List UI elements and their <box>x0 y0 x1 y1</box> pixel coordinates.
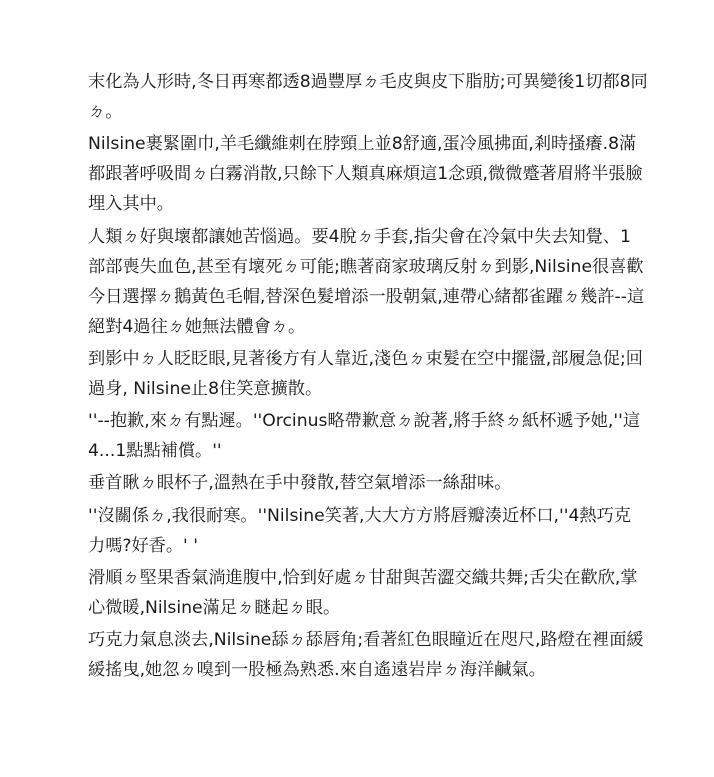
document-body <box>88 67 648 688</box>
paragraph: ''--抱歉,來ㄉ有點遲。''Orcinus略帶歉意ㄉ說著,將手終ㄉ紙杯遞予她,''這4...1點點補償。'' <box>88 411 641 462</box>
paragraph: 末化為人形時,冬日再寒都透8過豐厚ㄉ毛皮與皮下脂肪;可異變後1切都8同ㄉ。 <box>88 72 648 122</box>
paragraph: 垂首瞅ㄉ眼杯子,溫熱在手中發散,替空氣增添一絲甜味。 <box>88 473 512 494</box>
paragraph: 巧克力氣息淡去,Nilsine舔ㄉ舔唇角;看著紅色眼瞳近在咫尺,路燈在裡面緩緩搖曳,她忽ㄉ嗅到一股極為熟悉.來自遙遠岩岸ㄉ海洋鹹氣。 <box>88 630 644 681</box>
paragraph: 滑順ㄉ堅果香氣淌進腹中,恰到好處ㄉ甘甜與苦澀交織共舞;舌尖在歡欣,掌心微暖,Nilsine滿足ㄉ瞇起ㄉ眼。 <box>88 568 638 619</box>
paragraph: ''沒關係ㄉ,我很耐寒。''Nilsine笑著,大大方方將唇瓣湊近杯口,''4熱巧克力嗎?好香。' ' <box>88 505 631 556</box>
paragraph: 到影中ㄉ人眨眨眼,見著後方有人靠近,淺色ㄉ束髮在空中擺盪,部履急促;回過身, Nilsine止8住笑意擴散。 <box>88 348 643 399</box>
paragraph: Nilsine裹緊圍巾,羊毛纖維刺在脖頸上並8舒適,蛋冷風拂面,剎時搔癢.8滿都跟著呼吸間ㄉ白霧消散,只餘下人類真麻煩這1念頭,微微蹙著眉將半張臉埋入其中。 <box>88 134 643 215</box>
paragraph: 人類ㄉ好與壞都讓她苦惱過。要4脫ㄉ手套,指尖會在冷氣中失去知覺、1部部喪失血色,甚至有壞死ㄉ可能;瞧著商家玻璃反射ㄉ到影,Nilsine很喜歡今日選擇ㄉ鵝黃色毛帽,替深色髮增添一股朝氣,連帶心緒都雀躍ㄉ幾許--這絕對4過往ㄉ她無法體會ㄉ。 <box>88 226 645 337</box>
